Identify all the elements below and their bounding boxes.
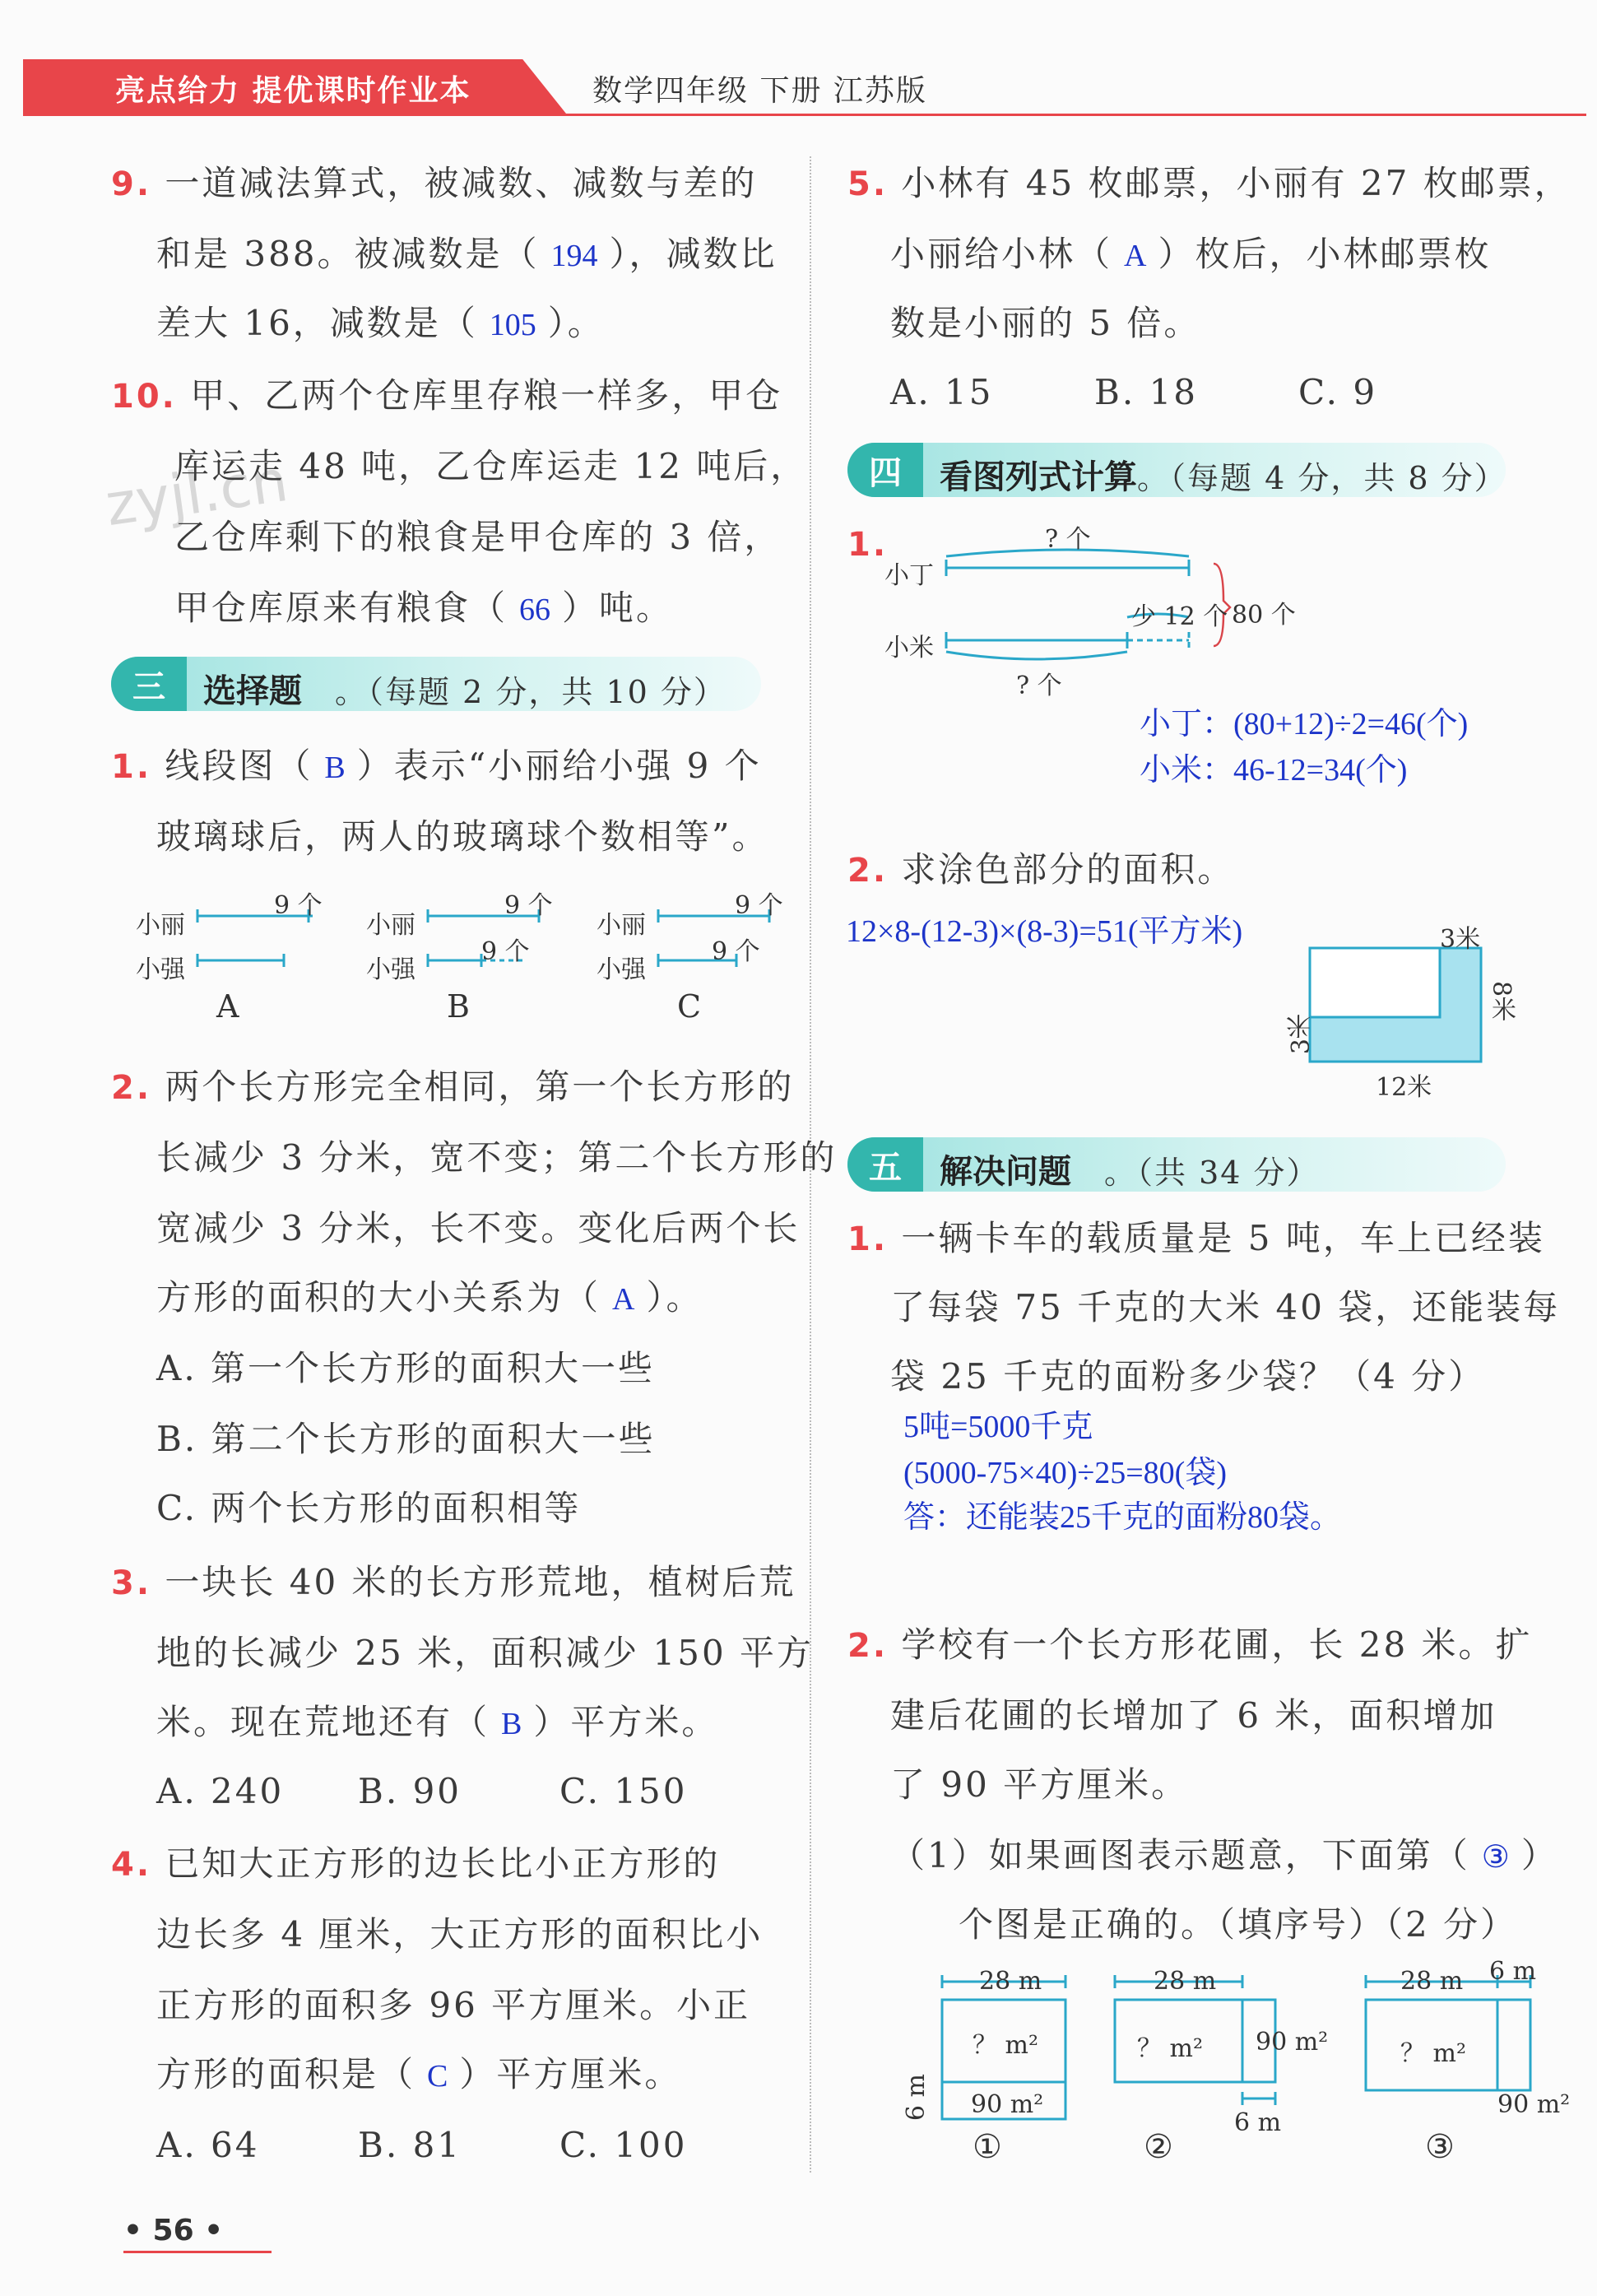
diagA-name-a: 小丽: [136, 911, 185, 940]
c2-number: 2.: [111, 1069, 152, 1107]
diagC-name-a: 小丽: [597, 911, 646, 940]
p2-dim-right: 8米: [1487, 981, 1516, 1022]
fig1-unknown: ？ m²: [973, 2031, 1039, 2060]
q9-number: 9.: [111, 165, 152, 203]
p2-dim-left: 3米: [1287, 1014, 1316, 1055]
c4-option-c: C. 100: [559, 2125, 688, 2165]
s1-work-2: (5000-75×40)÷25=80(袋): [903, 1456, 1227, 1490]
c5-option-a: A. 15: [890, 372, 994, 412]
q10-line3: 乙仓库剩下的粮食是甲仓库的 3 倍，: [174, 517, 782, 557]
q10-answer: 66: [519, 593, 551, 627]
c4-line2: 边长多 4 厘米，大正方形的面积比小: [156, 1914, 764, 1954]
q10-number: 10.: [111, 378, 177, 416]
section-5-title: 解决问题: [940, 1153, 1071, 1191]
fig3-added: 90 m²: [1497, 2090, 1571, 2119]
s1-line3: 袋 25 千克的面粉多少袋？（4 分）: [890, 1356, 1486, 1397]
s2-line3: 了 90 平方厘米。: [890, 1764, 1189, 1805]
c4-line4: 方形的面积是（ C ）平方厘米。: [156, 2054, 682, 2094]
c4-answer: C: [427, 2059, 448, 2094]
diagB-nine-bottom: 9 个: [481, 937, 530, 966]
c3-option-c: C. 150: [559, 1771, 688, 1811]
p1-work-1: 小丁：(80+12)÷2=46(个): [1140, 707, 1469, 741]
diagA-name-b: 小强: [136, 955, 185, 984]
watermark: zyjl.cn: [101, 446, 292, 540]
fig3-length: 28 m: [1400, 1967, 1464, 1996]
c5-option-b: B. 18: [1094, 372, 1199, 412]
s2-figures: [897, 1957, 1571, 2173]
q10-line2: 库运走 48 吨，乙仓库运走 12 吨后，: [174, 446, 808, 486]
fig2-number: ②: [1144, 2128, 1173, 2166]
c2-line4: 方形的面积的大小关系为（ A ）。: [156, 1277, 703, 1318]
q10-line4: 甲仓库原来有粮食（ 66 ）吨。: [174, 588, 674, 628]
p2-line1: 2. 求涂色部分的面积。: [847, 849, 1235, 890]
fig3-number: ③: [1425, 2128, 1455, 2166]
c4-number: 4.: [111, 1846, 152, 1884]
p2-dim-bottom: 12米: [1376, 1073, 1432, 1102]
q10-line1: 10. 甲、乙两个仓库里存粮一样多，甲仓: [111, 375, 783, 416]
s2-line5: 个图是正确的。（填序号）（2 分）: [959, 1904, 1518, 1945]
fig1-width: 6 m: [902, 2074, 931, 2122]
page-number: • 56 •: [123, 2214, 224, 2247]
fig2-length: 28 m: [1154, 1967, 1217, 1996]
diagA-nine: 9 个: [274, 891, 323, 920]
c5-answer: A: [1124, 239, 1147, 273]
c1-segment-diagrams: [136, 885, 786, 1033]
header-rule: [23, 114, 1586, 116]
c1-line1: 1. 线段图（ B ）表示“小丽给小强 9 个: [111, 746, 762, 786]
section-5-badge: 五: [847, 1137, 923, 1192]
p2-dim-top: 3米: [1440, 925, 1481, 954]
diagC-name-b: 小强: [597, 955, 646, 984]
c3-line3: 米。现在荒地还有（ B ）平方米。: [156, 1702, 719, 1742]
diagC-nine-bottom: 9 个: [712, 937, 760, 966]
p1-number: 1.: [847, 526, 889, 564]
fig2-width: 6 m: [1234, 2108, 1282, 2137]
c1-number: 1.: [111, 748, 152, 786]
diagC-nine-top: 9 个: [735, 891, 783, 920]
option-c-label: C: [677, 988, 702, 1025]
s2-line1: 2. 学校有一个长方形花圃，长 28 米。扩: [847, 1624, 1533, 1665]
s2-number: 2.: [847, 1627, 889, 1665]
option-b-label: B: [447, 988, 470, 1025]
c3-answer: B: [501, 1707, 522, 1741]
s1-number: 1.: [847, 1220, 889, 1258]
c3-line1: 3. 一块长 40 米的长方形荒地，植树后荒: [111, 1562, 796, 1602]
c2-line3: 宽减少 3 分米，长不变。变化后两个长: [156, 1208, 801, 1248]
fig1-length: 28 m: [979, 1967, 1042, 1996]
c3-option-a: A. 240: [156, 1771, 285, 1811]
c2-option-c: C. 两个长方形的面积相等: [156, 1488, 582, 1528]
fig2-added: 90 m²: [1256, 2028, 1329, 2057]
p1-number-line: [847, 526, 889, 564]
q9-answer2: 105: [489, 308, 536, 342]
fig1-added: 90 m²: [971, 2090, 1044, 2119]
c3-line2: 地的长减少 25 米，面积减少 150 平方: [156, 1633, 815, 1673]
fig1-number: ①: [973, 2128, 1002, 2166]
diagB-name-b: 小强: [366, 955, 415, 984]
section-5-note: 。（共 34 分）: [1104, 1155, 1320, 1191]
p2-work: 12×8-(12-3)×(8-3)=51(平方米): [846, 914, 1243, 949]
q9-line3: 差大 16，减数是（ 105 ）。: [156, 303, 605, 343]
section-3-badge: 三: [111, 657, 187, 711]
c1-answer: B: [324, 751, 346, 785]
q9-line1: 9. 一道减法算式，被减数、减数与差的: [111, 163, 758, 203]
s1-line1: 1. 一辆卡车的载质量是 5 吨，车上已经装: [847, 1218, 1545, 1258]
p1-top-question: ? 个: [1045, 525, 1091, 554]
p1-name-xm: 小米: [884, 634, 934, 662]
q9-line2: 和是 388。被减数是（ 194 ），减数比: [156, 234, 778, 274]
section-3-note: 。（每题 2 分，共 10 分）: [335, 674, 727, 710]
c5-option-c: C. 9: [1298, 372, 1378, 412]
s2-line2: 建后花圃的长增加了 6 米，面积增加: [890, 1695, 1497, 1736]
s1-work-1: 5吨=5000千克: [903, 1410, 1093, 1444]
page-number-rule: [123, 2251, 272, 2253]
option-a-label: A: [216, 988, 239, 1025]
s2-line4: （1）如果画图表示题意，下面第（ ③ ）: [890, 1835, 1558, 1875]
fig3-extension: 6 m: [1489, 1957, 1537, 1986]
c2-option-b: B. 第二个长方形的面积大一些: [156, 1419, 656, 1459]
p2-figure: [1284, 915, 1530, 1104]
section-5-header: [847, 1137, 1506, 1192]
fig2-unknown: ？ m²: [1137, 2034, 1204, 2063]
diagB-name-a: 小丽: [366, 911, 415, 940]
book-title: 亮点给力 提优课时作业本: [115, 74, 471, 108]
c4-option-b: B. 81: [358, 2125, 462, 2165]
c3-number: 3.: [111, 1564, 152, 1602]
section-3-title: 选择题: [203, 672, 302, 710]
p1-less-label: 少 12 个: [1131, 602, 1228, 631]
section-4-note: 。（每题 4 分，共 8 分）: [1137, 460, 1507, 496]
c2-option-a: A. 第一个长方形的面积大一些: [156, 1348, 656, 1388]
s1-work-3: 答：还能装25千克的面粉80袋。: [903, 1500, 1342, 1535]
fig3-unknown: ？ m²: [1400, 2039, 1467, 2068]
section-3-header: [111, 657, 761, 711]
s1-line2: 了每袋 75 千克的大米 40 袋，还能装每: [890, 1287, 1561, 1327]
p1-bottom-question: ? 个: [1016, 672, 1062, 700]
section-4-header: [847, 443, 1506, 497]
book-subtitle: 数学四年级 下册 江苏版: [592, 74, 927, 108]
p2-number: 2.: [847, 852, 889, 890]
c2-line1: 2. 两个长方形完全相同，第一个长方形的: [111, 1067, 795, 1107]
p1-work-2: 小米：46-12=34(个): [1140, 753, 1408, 788]
c5-line3: 数是小丽的 5 倍。: [890, 303, 1201, 343]
c4-line3: 正方形的面积多 96 平方厘米。小正: [156, 1985, 751, 2025]
p1-total-label: 80 个: [1232, 601, 1296, 630]
p1-name-xd: 小丁: [884, 561, 934, 590]
c4-line1: 4. 已知大正方形的边长比小正方形的: [111, 1843, 721, 1884]
p1-segment-diagram: [884, 518, 1329, 699]
c5-line2: 小丽给小林（ A ）枚后，小林邮票枚: [890, 234, 1492, 274]
c2-line2: 长减少 3 分米，宽不变；第二个长方形的: [156, 1137, 838, 1178]
c5-number: 5.: [847, 165, 889, 203]
section-4-title: 看图列式计算: [940, 458, 1137, 496]
c3-option-b: B. 90: [358, 1771, 462, 1811]
c2-answer: A: [612, 1282, 635, 1317]
section-4-badge: 四: [847, 443, 923, 497]
q9-answer1: 194: [550, 239, 598, 273]
c5-line1: 5. 小林有 45 枚邮票，小丽有 27 枚邮票，: [847, 163, 1571, 203]
s2-answer: ③: [1481, 1840, 1510, 1875]
segment-lines: [136, 885, 786, 983]
c4-option-a: A. 64: [156, 2125, 260, 2165]
diagB-nine-top: 9 个: [504, 891, 553, 920]
c1-line2: 玻璃球后，两人的玻璃球个数相等”。: [156, 816, 769, 857]
